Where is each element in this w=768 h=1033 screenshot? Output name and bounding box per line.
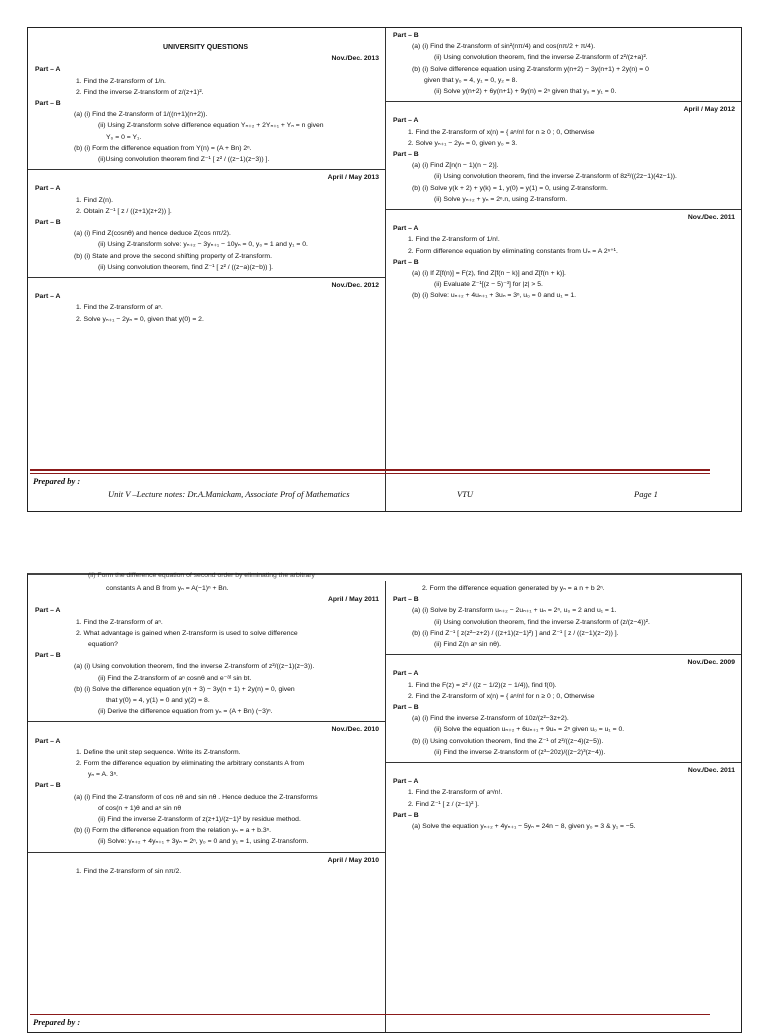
question-line: 2. Find the inverse Z-transform of z/(z+1)².	[76, 88, 204, 96]
question-line: (a) (i) Find Z(cosnθ) and hence deduce Z(cos nπ/2).	[74, 230, 231, 238]
question-line: 1. Find the Z-transform of x(n) = { aⁿ/n! for n ≥ 0 ; 0, Otherwise	[408, 128, 595, 136]
exam-section	[28, 581, 385, 722]
exam-section	[386, 210, 741, 306]
question-line: (a) (i) Find Z[n(n − 1)(n − 2)].	[412, 162, 499, 170]
question-line: 2. Find the Z-transform of x(n) = { aⁿ/n! for n ≥ 0 ; 0, Otherwise	[408, 692, 595, 700]
part-heading: Part – A	[393, 117, 419, 125]
question-line: 2. Obtain Z⁻¹ [ z / ((z+1)(z+2)) ].	[76, 207, 172, 215]
page-1	[27, 27, 742, 512]
exam-session-date: Nov./Dec. 2009	[687, 659, 735, 667]
question-line: of cos(n + 1)θ and aⁿ sin nθ	[98, 804, 182, 812]
question-line: (b) (i) State and prove the second shifting property of Z-transform.	[74, 252, 272, 260]
question-line: (ii) Using Z-transform solve difference equation Yₙ₊₂ + 2Yₙ₊₁ + Yₙ = n given	[98, 122, 324, 130]
part-heading: Part – A	[393, 225, 419, 233]
question-line: (ii)Using convolution theorem find Z⁻¹ [ z² / ((z−1)(z−3)) ].	[98, 156, 270, 164]
footer-institution: VTU	[457, 489, 474, 499]
question-line: 1. Define the unit step sequence. Write its Z-transform.	[76, 748, 241, 756]
question-line: (ii) Using convolution theorem, find Z⁻¹ [ z² / ((z−a)(z−b)) ].	[98, 263, 274, 271]
exam-section	[386, 102, 741, 210]
question-line: (ii) Find the inverse Z-transform of (z³−20z)/((z−2)³(z−4)).	[434, 748, 606, 756]
question-line: (ii) Find Z(n aⁿ sin nθ).	[434, 641, 502, 649]
page-2-right-column	[386, 581, 741, 1032]
question-line: (a) Solve the equation yₙ₊₂ + 4yₙ₊₁ − 5yₙ = 24n − 8, given y₀ = 3 & y₁ = −5.	[412, 823, 636, 831]
exam-section	[386, 655, 741, 763]
question-line: constants A and B from yₙ = A(−1)ⁿ + Bn.	[106, 585, 229, 592]
question-line: (b) (i) Form the difference equation from the relation yₙ = a + b.3ⁿ.	[74, 827, 271, 835]
question-line: 1. Find the Z-transform of aⁿ.	[76, 618, 163, 626]
footer-page-number: Page 1	[634, 489, 658, 499]
exam-section	[386, 763, 741, 836]
question-line: that y(0) = 4, y(1) = 0 and y(2) = 8.	[106, 697, 210, 705]
exam-session-date: Nov./Dec. 2013	[331, 55, 379, 63]
question-line: given that y₀ = 4, y₁ = 0, y₂ = 8.	[424, 76, 518, 84]
question-line: (ii) Solve the equation uₙ₊₂ + 6uₙ₊₁ + 9uₙ = 2ⁿ given u₀ = u₁ = 0.	[434, 726, 625, 734]
prepared-by-label: Prepared by :	[33, 476, 81, 486]
question-line: 1. Find the Z-transform of 1/n!.	[408, 236, 500, 244]
exam-session-date: Nov./Dec. 2010	[331, 726, 379, 734]
footer-lecture-note: Unit V –Lecture notes: Dr.A.Manickam, Associate Prof of Mathematics	[108, 489, 350, 499]
question-line: 1. Find Z(n).	[76, 196, 114, 204]
page-2-cut-line: (ii) Form the difference equation of second order by eliminating the arbitrary	[88, 572, 315, 579]
part-heading: Part – A	[393, 670, 419, 678]
footer-rule-thin	[30, 473, 710, 474]
part-heading: Part – B	[35, 652, 61, 660]
question-line: 1. Find the F(z) = z² / ((z − 1/2)(z − 1/4)), find f(0).	[408, 681, 557, 689]
exam-section	[386, 581, 741, 655]
question-line: 1. Find the Z-transform of 1/n.	[76, 77, 166, 85]
question-line: 1. Find the Z-transform of aⁿ.	[76, 304, 163, 312]
part-heading: Part – B	[35, 219, 61, 227]
question-line: (b) (i) Solve difference equation using Z-transform y(n+2) − 3y(n+1) + 2y(n) = 0	[412, 65, 649, 73]
part-heading: Part – B	[393, 151, 419, 159]
exam-session-date: April / May 2013	[327, 174, 379, 182]
part-heading: Part – A	[35, 737, 61, 745]
exam-session-date: April / May 2012	[683, 106, 735, 114]
question-line: Y₀ = 0 = Y₁.	[106, 133, 142, 141]
question-line: (ii) Using convolution theorem, find the inverse Z-transform of (z/(z−4))².	[434, 618, 650, 626]
question-line: (b) (i) Solve the difference equation y(n + 3) − 3y(n + 1) + 2y(n) = 0, given	[74, 685, 295, 693]
prepared-by-label: Prepared by :	[33, 1017, 81, 1027]
question-line: (a) (i) Solve by Z-transform uₙ₊₂ − 2uₙ₊₁ + uₙ = 2ⁿ, u₀ = 2 and u₁ = 1.	[412, 607, 617, 615]
exam-session-date: April / May 2010	[327, 856, 379, 864]
part-heading: Part – B	[393, 596, 419, 604]
exam-session-date: Nov./Dec. 2012	[331, 282, 379, 290]
exam-session-date: Nov./Dec. 2011	[687, 214, 735, 222]
page-1-right-column	[386, 28, 741, 511]
question-line: (a) (i) Find the inverse Z-transform of 10z/(z²−3z+2).	[412, 715, 569, 723]
part-heading: Part – A	[35, 185, 61, 193]
question-line: (a) (i) Find the Z-transform of 1/((n+1)(n+2)).	[74, 111, 208, 119]
part-heading: Part – B	[393, 811, 419, 819]
question-line: (b) (i) Using convolution theorem, find the Z⁻¹ of z²/((z−4)(z−5)).	[412, 737, 604, 745]
exam-section	[28, 28, 385, 170]
question-line: (a) (i) Using convolution theorem, find the inverse Z-transform of z²/((z−1)(z−3)).	[74, 663, 315, 671]
question-line: (a) (i) Find the Z-transform of cos nθ and sin nθ . Hence deduce the Z-transforms	[74, 793, 318, 801]
question-line: 1. Find the Z-transform of aⁿ/n!.	[408, 789, 503, 797]
exam-session-date: Nov./Dec. 2011	[687, 767, 735, 775]
question-line: (b) (i) Form the difference equation from Y(n) = (A + Bn) 2ⁿ.	[74, 144, 252, 152]
footer-rule	[30, 1014, 710, 1015]
question-line: 2. What advantage is gained when Z-transform is used to solve difference	[76, 629, 298, 637]
question-line: 2. Form the difference equation by eliminating the arbitrary constants A from	[76, 760, 305, 768]
question-line: (ii) Using convolution theorem, find the inverse Z-transform of 8z²/((2z−1)(4z−1)).	[434, 173, 677, 181]
question-line: 2. Find Z⁻¹ [ z / (z−1)² ].	[408, 800, 480, 808]
question-line: (ii) Find the inverse Z-transform of z(z+1)/(z−1)³ by residue method.	[98, 816, 301, 824]
part-heading: Part – B	[393, 704, 419, 712]
part-heading: Part – B	[393, 258, 419, 266]
exam-session-date: April / May 2011	[327, 596, 379, 604]
question-line: 2. Form difference equation by eliminating constants from Uₙ = A 2ⁿ⁺¹.	[408, 247, 618, 255]
footer-rule	[30, 469, 710, 471]
part-heading: Part – A	[35, 607, 61, 615]
question-line: (ii) Solve: yₙ₊₂ + 4yₙ₊₁ + 3yₙ = 2ⁿ, y₀ = 0 and y₁ = 1, using Z-transform.	[98, 838, 309, 846]
exam-section	[28, 722, 385, 852]
question-line: 2. Form the difference equation generated by yₙ = a n + b 2ⁿ.	[422, 585, 605, 592]
question-line: (ii) Derive the difference equation from yₙ = (A + Bn) (−3)ⁿ.	[98, 708, 273, 716]
exam-section	[386, 28, 741, 102]
question-line: equation?	[88, 641, 118, 649]
question-line: (ii) Evaluate Z⁻¹[(z − 5)⁻³] for |z| > 5.	[434, 281, 543, 289]
part-heading: Part – A	[35, 66, 61, 74]
part-heading: Part – A	[393, 778, 419, 786]
exam-section	[28, 170, 385, 278]
part-heading: Part – A	[35, 293, 61, 301]
question-line: (ii) Solve yₙ₊₂ + yₙ = 2ⁿ.n, using Z-transform.	[434, 195, 568, 203]
part-heading: Part – B	[35, 782, 61, 790]
question-line: (ii) Using Z-transform solve: yₙ₊₂ − 3yₙ₊₁ − 10yₙ = 0, y₀ = 1 and y₁ = 0.	[98, 241, 308, 249]
question-line: yₙ = A. 3ⁿ.	[88, 771, 118, 779]
question-line: (a) (i) If Z[f(n)] = F(z), find Z[f(n − k)] and Z[f(n + k)].	[412, 270, 566, 278]
question-line: (b) (i) Find Z⁻¹ [ z(z²−z+2) / ((z+1)(z−1)²) ] and Z⁻¹ [ z / ((z−1)(z−2)) ].	[412, 629, 619, 637]
question-line: (b) (i) Solve y(k + 2) + y(k) = 1, y(0) = y(1) = 0, using Z-transform.	[412, 184, 608, 192]
question-line: 2. Solve yₙ₊₁ − 2yₙ = 0, given y₀ = 3.	[408, 139, 518, 147]
question-line: (ii) Solve y(n+2) + 6y(n+1) + 9y(n) = 2ⁿ given that y₀ = y₁ = 0.	[434, 88, 617, 96]
exam-section	[28, 853, 385, 881]
part-heading: Part – B	[35, 100, 61, 108]
exam-section	[28, 278, 385, 329]
page-2-left-column	[28, 581, 386, 1032]
question-line: (ii) Find the Z-transform of aⁿ cosnθ and e⁻ᵃᵗ sin bt.	[98, 674, 252, 682]
part-heading: Part – B	[393, 32, 419, 39]
question-line: 2. Solve yₙ₊₁ − 2yₙ = 0, given that y(0) = 2.	[76, 315, 204, 323]
question-line: (ii) Using convolution theorem, find the inverse Z-transform of z²/(z+a)².	[434, 54, 648, 62]
question-line: 1. Find the Z-transform of sin nπ/2.	[76, 867, 182, 875]
document-title: UNIVERSITY QUESTIONS	[162, 44, 249, 51]
page-2	[27, 573, 742, 1033]
question-line: (a) (i) Find the Z-transform of sin²(nπ/4) and cos(nπ/2 + π/4).	[412, 43, 596, 51]
question-line: (b) (i) Solve: uₙ₊₂ + 4uₙ₊₁ + 3uₙ = 3ⁿ, u₀ = 0 and u₁ = 1.	[412, 292, 577, 300]
page-1-left-column	[28, 28, 386, 511]
